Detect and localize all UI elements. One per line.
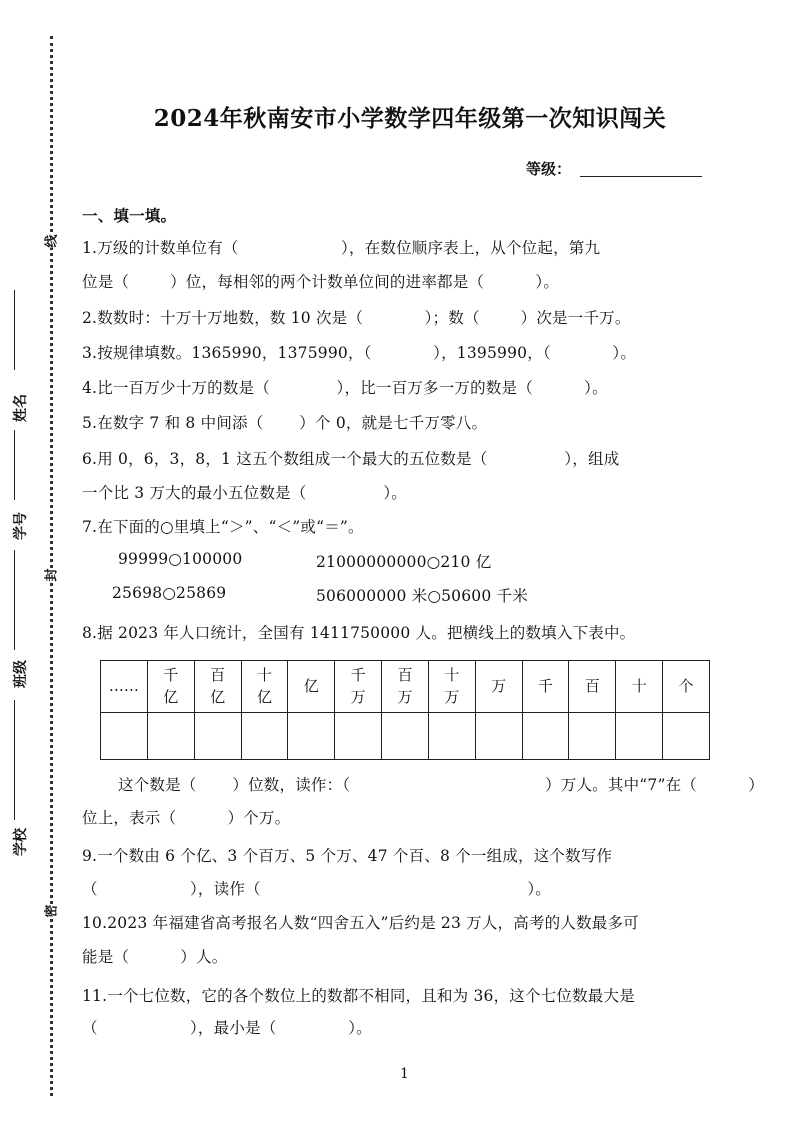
- question-9-line-2: （ ），读作（ ）。: [82, 880, 551, 898]
- place-answer-cell[interactable]: [147, 712, 194, 759]
- place-answer-cell[interactable]: [569, 712, 616, 759]
- page-number: 1: [400, 1066, 409, 1082]
- class-field-label: 班级: [13, 660, 29, 688]
- compare-item-2: 21000000000○210 亿: [316, 553, 492, 571]
- binding-mark-feng: 封: [44, 568, 60, 582]
- place-header-qian-yi: 千 亿: [147, 661, 194, 713]
- place-answer-cell[interactable]: [522, 712, 569, 759]
- place-value-table: [100, 660, 710, 760]
- name-field-line[interactable]: [14, 290, 15, 370]
- place-header-bai: 百: [569, 661, 616, 713]
- place-header-ge: 个: [663, 661, 710, 713]
- compare-item-4: 506000000 米○50600 千米: [316, 587, 528, 605]
- question-10-line-1: 10.2023 年福建省高考报名人数“四舍五入”后约是 23 万人，高考的人数最多可: [82, 914, 639, 932]
- place-answer-cell[interactable]: [616, 712, 663, 759]
- question-6-line-2: 一个比 3 万大的最小五位数是（ ）。: [82, 484, 407, 502]
- place-header-bai-wan: 百 万: [382, 661, 429, 713]
- section-heading-fill-in: 一、填一填。: [82, 206, 177, 225]
- question-11-line-1: 11.一个七位数，它的各个数位上的数都不相同，且和为 36，这个七位数最大是: [82, 987, 635, 1005]
- question-6-line-1: 6.用 0，6，3，8，1 这五个数组成一个最大的五位数是（ ），组成: [82, 450, 620, 468]
- place-answer-cell[interactable]: [335, 712, 382, 759]
- binding-mark-mi: 密: [44, 904, 60, 918]
- question-8: 8.据 2023 年人口统计，全国有 1411750000 人。把横线上的数填入下表中。: [82, 624, 636, 642]
- place-header-shi-yi: 十 亿: [241, 661, 288, 713]
- place-header-qian-wan: 千 万: [335, 661, 382, 713]
- class-field-line[interactable]: [14, 550, 15, 650]
- binding-mark-xian: 线: [44, 234, 60, 248]
- place-header-ellipsis: ……: [101, 661, 148, 713]
- place-header-bai-yi: 百 亿: [194, 661, 241, 713]
- place-answer-cell[interactable]: [288, 712, 335, 759]
- question-7: 7.在下面的○里填上“＞”、“＜”或“＝”。: [82, 518, 364, 536]
- question-3: 3.按规律填数。1365990，1375990，（ ），1395990，（ ）。: [82, 344, 637, 362]
- place-answer-cell[interactable]: [663, 712, 710, 759]
- place-header-wan: 万: [475, 661, 522, 713]
- page-title: 2024年秋南安市小学数学四年级第一次知识闯关: [153, 105, 667, 132]
- question-8-followup-line-1: 这个数是（ ）位数，读作：（ ）万人。其中“7”在（ ）: [118, 776, 764, 794]
- question-1-line-1: 1.万级的计数单位有（ ），在数位顺序表上，从个位起，第九: [82, 239, 601, 257]
- question-5: 5.在数字 7 和 8 中间添（ ）个 0，就是七千万零八。: [82, 414, 488, 432]
- school-field-label: 学校: [13, 828, 29, 856]
- place-answer-cell[interactable]: [194, 712, 241, 759]
- place-answer-cell[interactable]: [428, 712, 475, 759]
- place-header-shi: 十: [616, 661, 663, 713]
- binding-dotted-line: [50, 36, 53, 1096]
- compare-item-3: 25698○25869: [112, 584, 227, 602]
- grade-blank[interactable]: [580, 176, 702, 177]
- question-2: 2.数数时：十万十万地数，数 10 次是（ ）；数（ ）次是一千万。: [82, 309, 631, 327]
- place-header-shi-wan: 十 万: [428, 661, 475, 713]
- place-answer-cell[interactable]: [475, 712, 522, 759]
- place-header-qian: 千: [522, 661, 569, 713]
- question-9-line-1: 9.一个数由 6 个亿、3 个百万、5 个万、47 个百、8 个一组成，这个数写作: [82, 847, 613, 865]
- question-4: 4.比一百万少十万的数是（ ），比一百万多一万的数是（ ）。: [82, 379, 608, 397]
- place-answer-cell[interactable]: [241, 712, 288, 759]
- question-10-line-2: 能是（ ）人。: [82, 948, 228, 966]
- place-answer-cell[interactable]: [101, 712, 148, 759]
- name-field-label: 姓名: [13, 394, 29, 422]
- student-id-field-line[interactable]: [14, 430, 15, 500]
- place-answer-cell[interactable]: [382, 712, 429, 759]
- school-field-line[interactable]: [14, 700, 15, 820]
- place-header-yi: 亿: [288, 661, 335, 713]
- student-id-field-label: 学号: [13, 512, 29, 540]
- grade-label: 等级：: [526, 160, 572, 178]
- question-11-line-2: （ ），最小是（ ）。: [82, 1019, 372, 1037]
- question-1-line-2: 位是（ ）位，每相邻的两个计数单位间的进率都是（ ）。: [82, 273, 560, 291]
- question-8-followup-line-2: 位上，表示（ ）个万。: [82, 809, 291, 827]
- compare-item-1: 99999○100000: [118, 550, 243, 568]
